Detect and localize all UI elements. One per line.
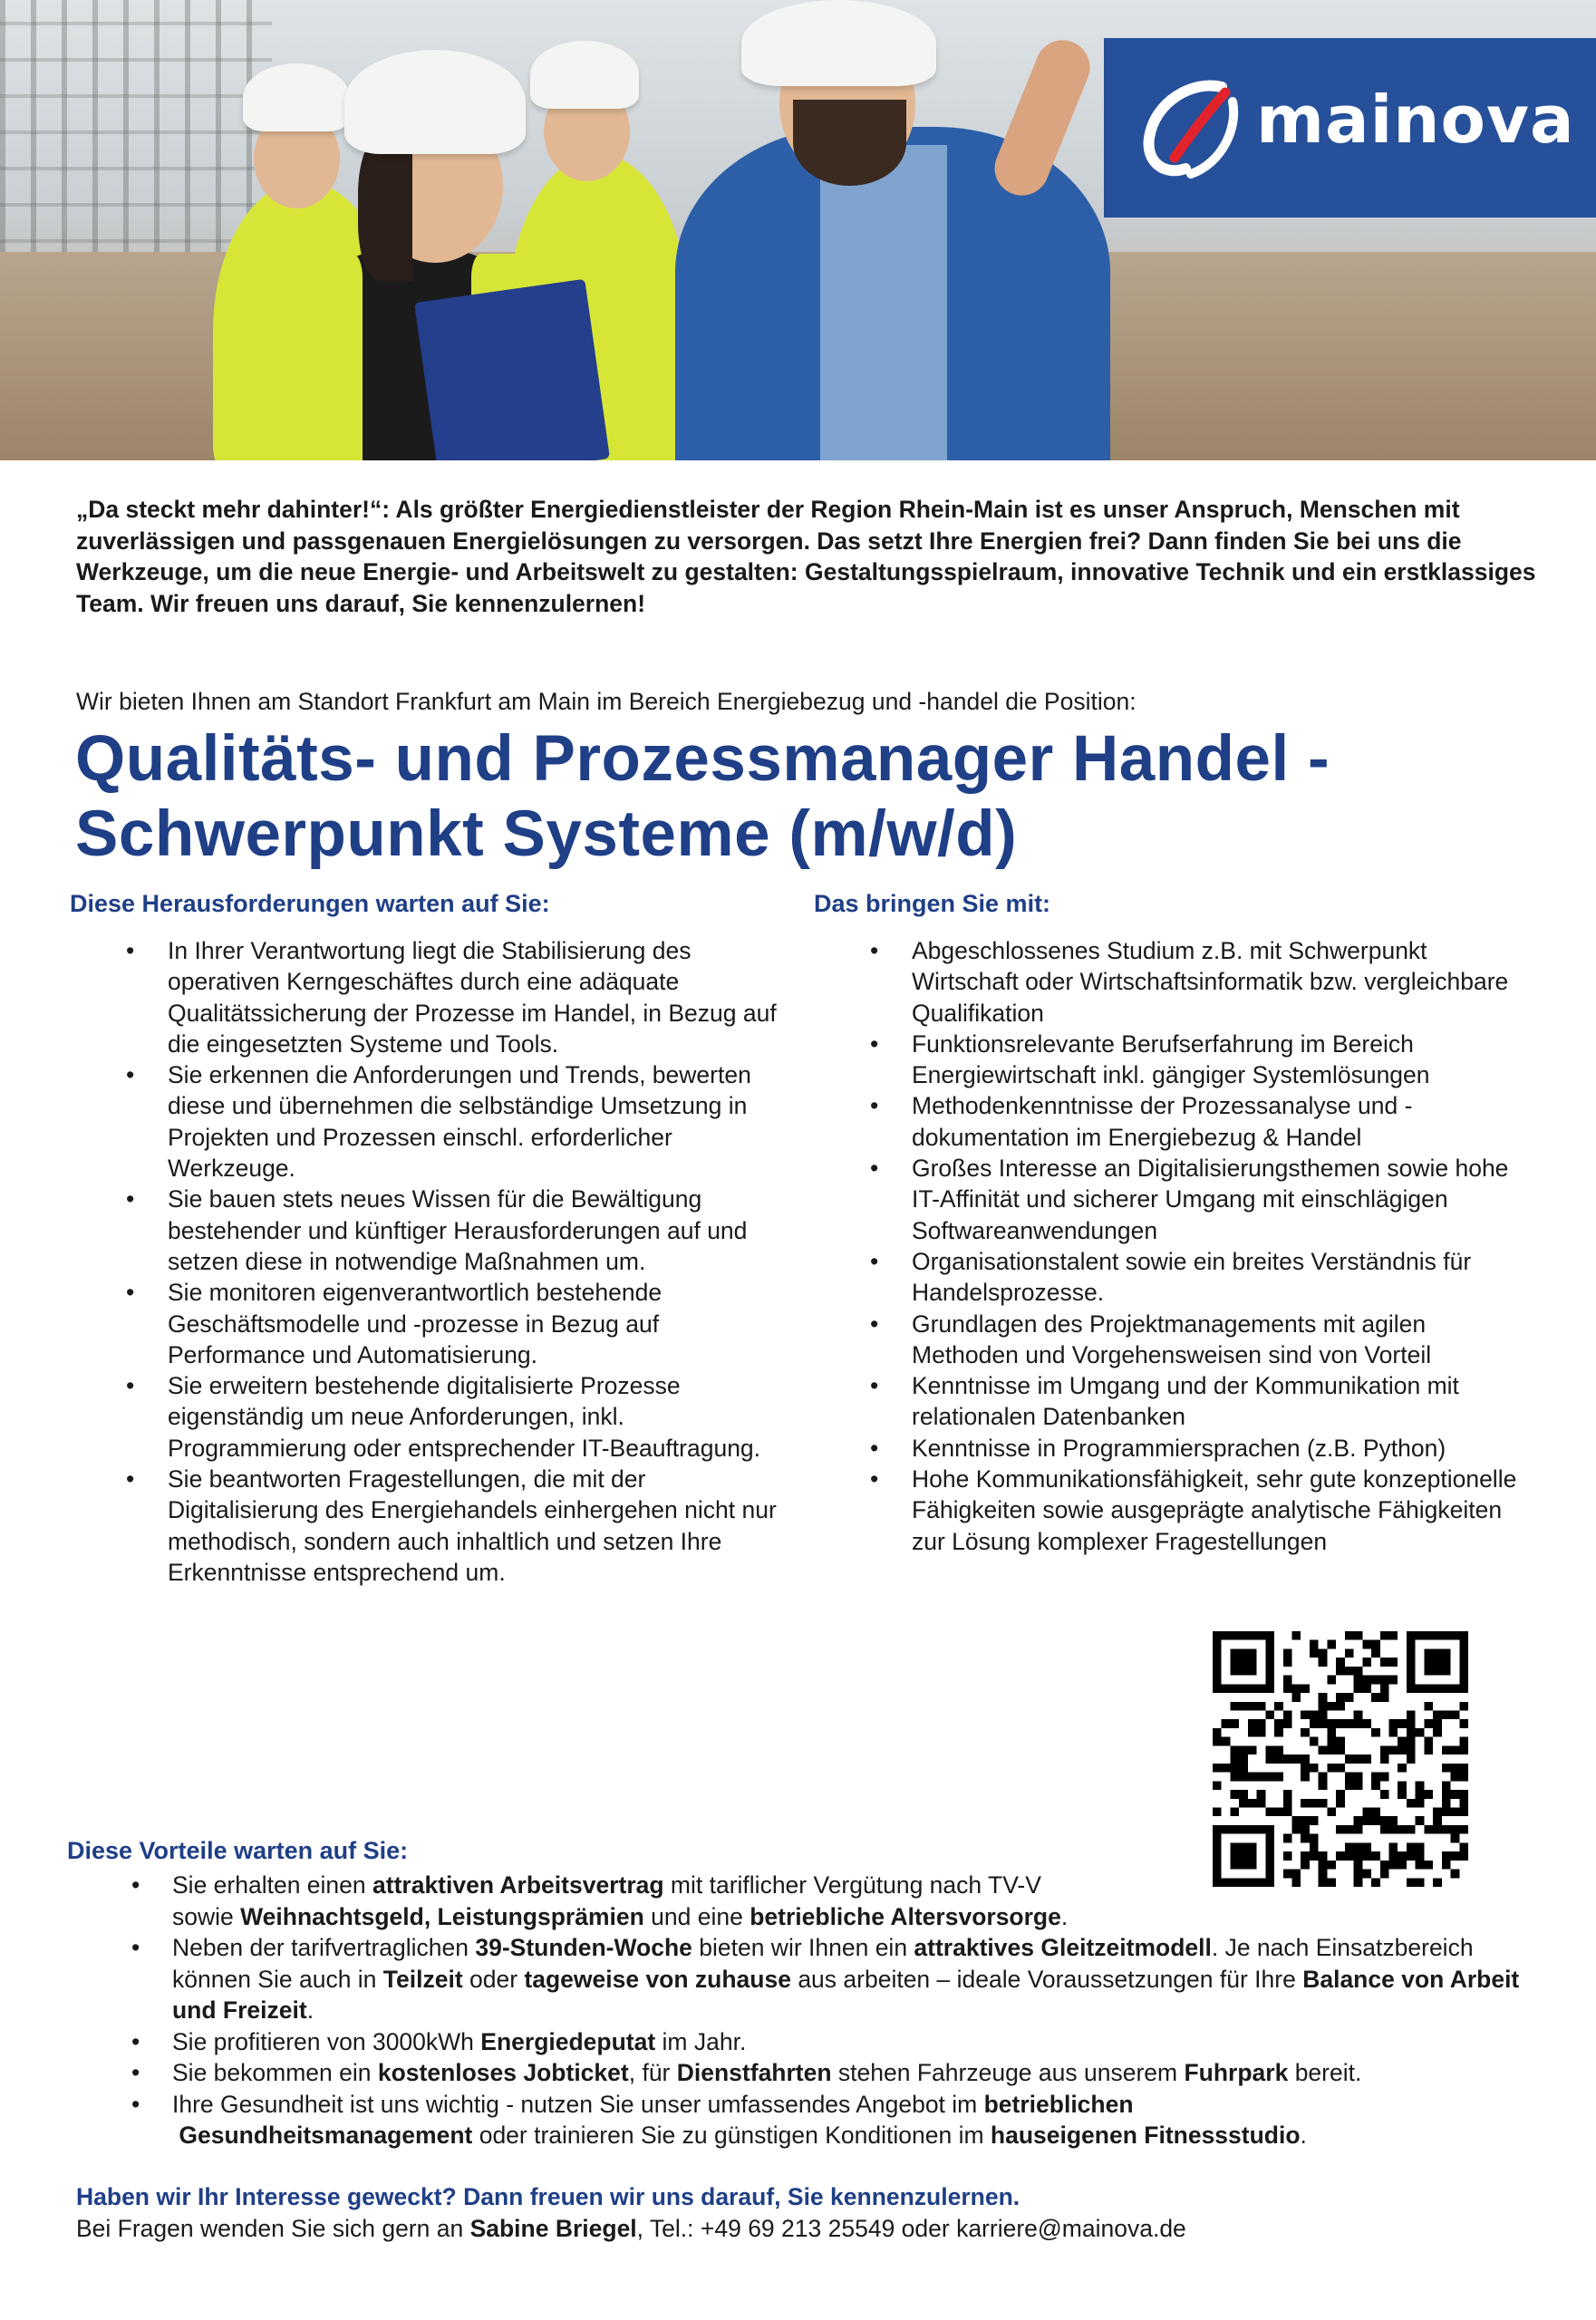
mainova-logo-icon	[1138, 74, 1247, 181]
list-item: • Methodenkenntnisse der Prozessanalyse und -dokumentation im Energiebezug & Handel	[912, 1090, 1537, 1153]
benefits-list	[172, 1870, 1550, 2151]
hero-photo	[0, 0, 1596, 460]
benefits-heading: Diese Vorteile warten auf Sie:	[67, 1837, 409, 1864]
job-title	[75, 721, 1580, 872]
list-item: • Kenntnisse in Programmiersprachen (z.B. Python)	[912, 1433, 1537, 1464]
lead-text: Wir bieten Ihnen am Standort Frankfurt am Main im Bereich Energiebezug und -handel die Position:	[76, 688, 1137, 715]
contact-line: Bei Fragen wenden Sie sich gern an Sabine Briegel, Tel.: +49 69 213 25549 oder karriere@mainova.de	[76, 2215, 1186, 2242]
requirements-heading: Das bringen Sie mit:	[814, 890, 1051, 917]
helmet-icon	[741, 0, 936, 86]
pointing-arm	[986, 32, 1098, 203]
list-item: • In Ihrer Verantwortung liegt die Stabilisierung des operativen Kerngeschäftes durch eine adäquate Qualitätssicherung der Prozesse im Handel, in Bezug auf die eingesetzten Systeme und Tools.	[168, 935, 784, 1059]
list-item: • Organisationstalent sowie ein breites Verständnis für Handelsprozesse.	[912, 1246, 1537, 1309]
worker-woman-vest	[263, 254, 363, 460]
list-item: • Funktionsrelevante Berufserfahrung im Bereich Energiewirtschaft inkl. gängiger Systemlösungen	[912, 1029, 1537, 1091]
helmet-icon	[243, 63, 350, 131]
qr-code-icon[interactable]	[1213, 1631, 1468, 1887]
list-item: • Kenntnisse im Umgang und der Kommunikation mit relationalen Datenbanken	[912, 1370, 1537, 1433]
intro-text: „Da steckt mehr dahinter!“: Als größter Energiedienstleister der Region Rhein-Main ist es unser Anspruch, Menschen mit zuverlässigen und passgenauen Energielösungen zu versorgen. Das setzt Ihre Energien frei? Dann finden Sie bei uns die Werkzeuge, um die neue Energie- und Arbeitswelt zu gestalten: Gestaltungsspielraum, innovative Technik und ein erstklassiges Team. Wir freuen uns darauf, Sie kennenzulernen!	[76, 496, 1536, 617]
clipboard-icon	[414, 279, 610, 460]
list-item: • Abgeschlossenes Studium z.B. mit Schwerpunkt Wirtschaft oder Wirtschaftsinformatik bzw. vergleichbare Qualifikation	[912, 935, 1537, 1029]
list-item: • Sie erweitern bestehende digitalisierte Prozesse eigenständig um neue Anforderungen, inkl. Programmierung oder entsprechender IT-Beauftragung.	[168, 1370, 784, 1464]
job-title-line2: Schwerpunkt Systeme (m/w/d)	[75, 798, 1018, 870]
contact-person: Sabine Briegel	[469, 2215, 637, 2242]
job-title-line1: Qualitäts- und Prozessmanager Handel -	[75, 723, 1330, 795]
logo-wordmark: mainova	[1256, 82, 1575, 158]
helmet-icon	[530, 41, 639, 109]
list-item: • Sie beantworten Fragestellungen, die mit der Digitalisierung des Energiehandels einhergehen nicht nur methodisch, sondern auch inhaltlich und setzen Ihre Erkenntnisse entsprechend um.	[168, 1464, 784, 1588]
list-item: • Sie profitieren von 3000kWh Energiedeputat im Jahr.	[172, 2026, 1550, 2058]
brand-logo	[1104, 38, 1596, 218]
challenges-list	[168, 935, 784, 1588]
list-item: • Sie monitoren eigenverantwortlich bestehende Geschäftsmodelle und -prozesse in Bezug auf Performance und Automatisierung.	[168, 1277, 784, 1370]
beard	[793, 100, 906, 186]
challenges-heading: Diese Herausforderungen warten auf Sie:	[70, 890, 550, 917]
hair	[358, 136, 412, 281]
worker-man-shirt	[820, 145, 947, 460]
list-item: • Sie erhalten einen attraktiven Arbeitsvertrag mit tariflicher Vergütung nach TV-V sowie Weihnachtsgeld, Leistungsprämien und eine betriebliche Altersvorsorge.	[172, 1870, 1550, 1932]
requirements-list	[912, 935, 1537, 1557]
list-item: • Grundlagen des Projektmanagements mit agilen Methoden und Vorgehensweisen sind von Vorteil	[912, 1309, 1537, 1371]
list-item: • Ihre Gesundheit ist uns wichtig - nutzen Sie unser umfassendes Angebot im betrieblichen Gesundheitsmanagement oder trainieren Sie zu günstigen Konditionen im hauseigenen Fitnessstudio.	[172, 2089, 1550, 2151]
closing-heading: Haben wir Ihr Interesse geweckt? Dann freuen wir uns darauf, Sie kennenzulernen.	[76, 2183, 1020, 2210]
list-item: • Hohe Kommunikationsfähigkeit, sehr gute konzeptionelle Fähigkeiten sowie ausgeprägte analytische Fähigkeiten zur Lösung komplexer Fragestellungen	[912, 1464, 1537, 1557]
list-item: • Sie bauen stets neues Wissen für die Bewältigung bestehender und künftiger Herausforderungen auf und setzen diese in notwendige Maßnahmen um.	[168, 1184, 784, 1277]
list-item: • Sie erkennen die Anforderungen und Trends, bewerten diese und übernehmen die selbständige Umsetzung in Projekten und Prozessen einschl. erforderlicher Werkzeuge.	[168, 1059, 784, 1184]
list-item: • Neben der tarifvertraglichen 39-Stunden-Woche bieten wir Ihnen ein attraktives Gleitzeitmodell. Je nach Einsatzbereich können Sie auch in Teilzeit oder tageweise von zuhause aus arbeiten – ideale Voraussetzungen für Ihre Balance von Arbeit und Freizeit.	[172, 1932, 1550, 2026]
helmet-icon	[344, 50, 526, 154]
list-item: • Großes Interesse an Digitalisierungsthemen sowie hohe IT-Affinität und sicherer Umgang mit einschlägigen Softwareanwendungen	[912, 1153, 1537, 1246]
list-item: • Sie bekommen ein kostenloses Jobticket, für Dienstfahrten stehen Fahrzeuge aus unserem Fuhrpark bereit.	[172, 2057, 1550, 2089]
